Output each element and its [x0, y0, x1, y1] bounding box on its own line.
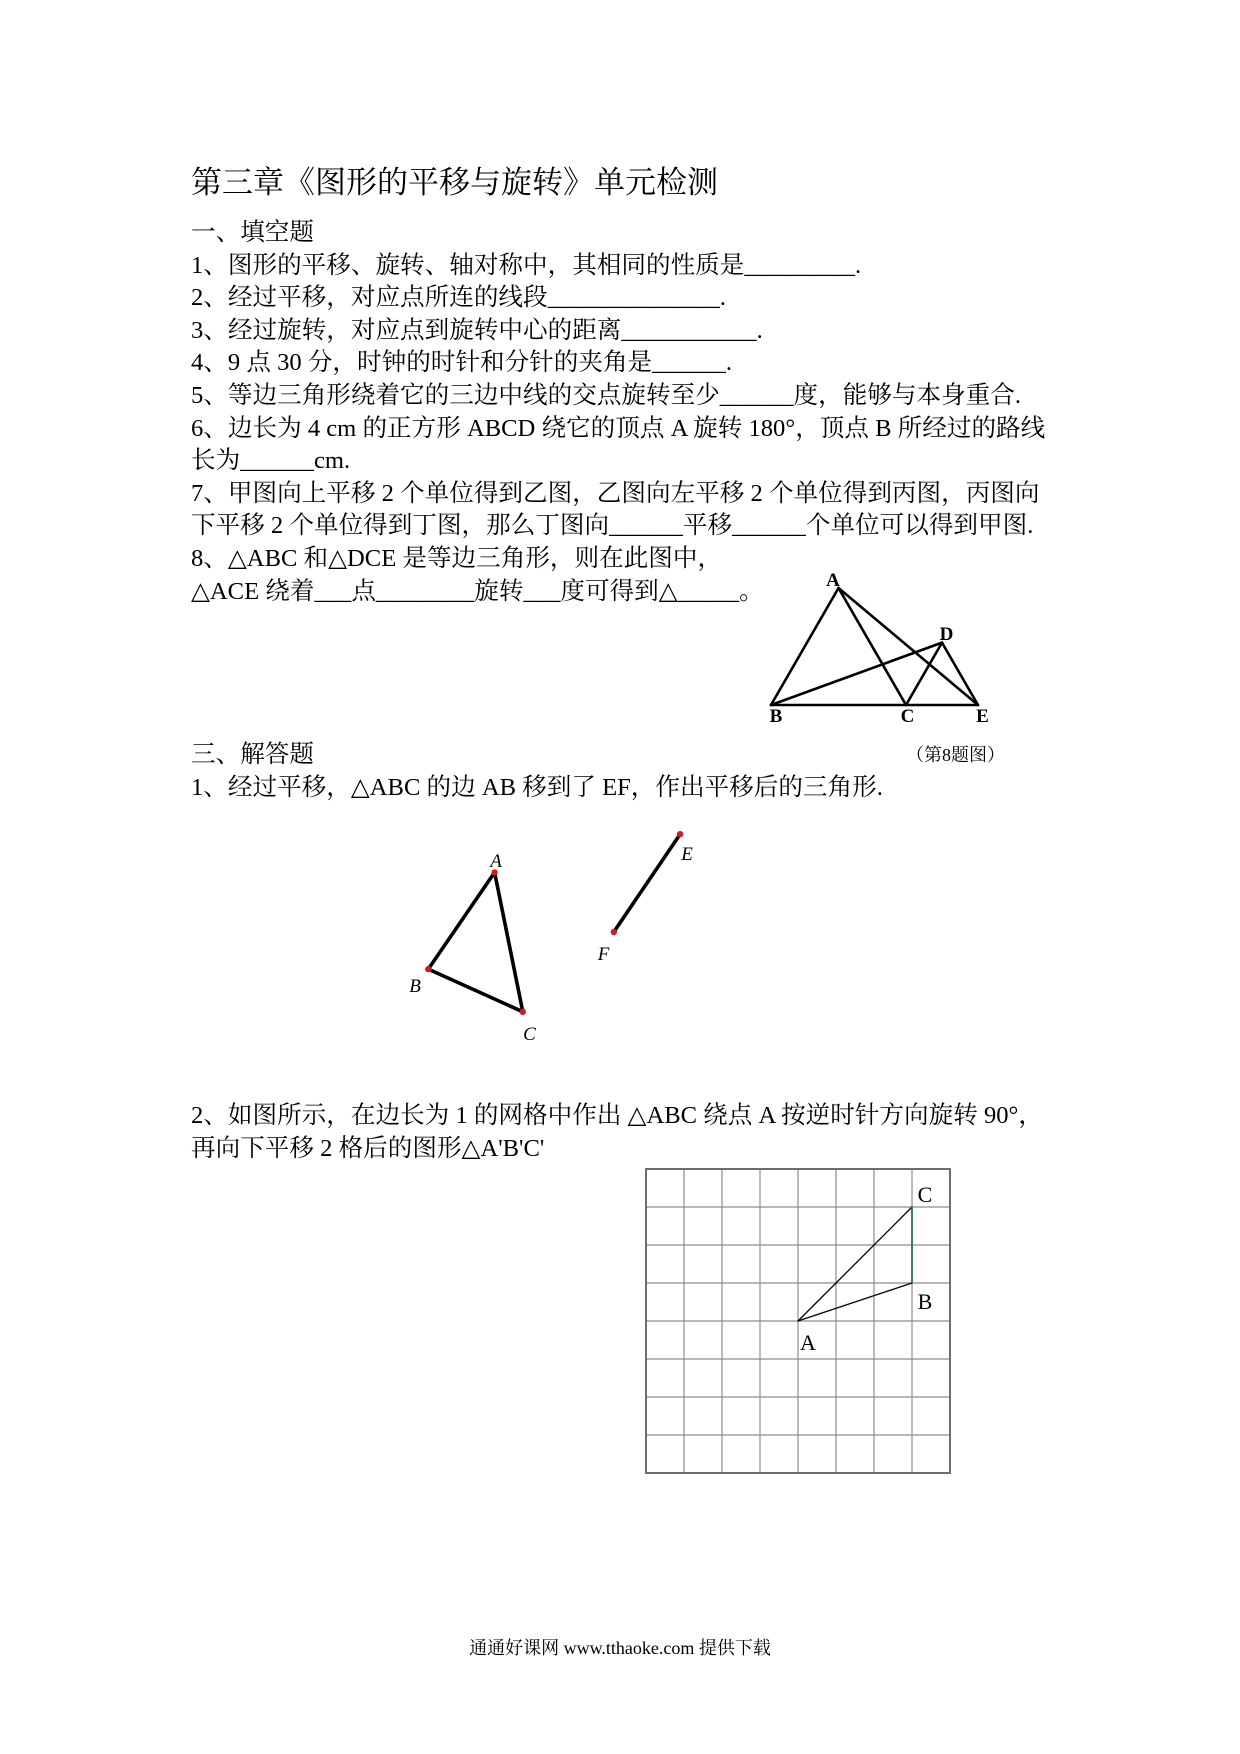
label-a: A — [490, 851, 502, 872]
segment-ae — [839, 588, 979, 705]
label-e: E — [976, 706, 989, 727]
triangle-abc — [428, 872, 523, 1011]
fill-in-section — [191, 217, 1045, 608]
figure-8-caption: （第8题图） — [906, 745, 1005, 765]
point-e-marker — [677, 831, 683, 837]
question-1-figure — [390, 820, 720, 1050]
point-c-marker — [520, 1009, 526, 1015]
question-4-text: 4、9 点 30 分，时钟的时针和分针的夹角是______. — [191, 349, 733, 377]
label-e: E — [681, 844, 693, 865]
answer-question-2-text-line-1: 2、如图所示，在边长为 1 的网格中作出 △ABC 绕点 A 按逆时针方向旋转 90°， — [191, 1102, 1043, 1129]
label-b: B — [917, 1289, 933, 1314]
answer-question-2-text-line-2: 再向下平移 2 格后的图形△A'B'C' — [191, 1134, 545, 1162]
question-8-text-line-1: 8、△ABC 和△DCE 是等边三角形，则在此图中， — [191, 544, 723, 572]
answer-question-1-text: 1、经过平移，△ABC 的边 AB 移到了 EF，作出平移后的三角形. — [191, 773, 883, 801]
page-title: 第三章《图形的平移与旋转》单元检测 — [191, 165, 718, 200]
answer-question-2 — [191, 1100, 1043, 1165]
question-7-text-line-1: 7、甲图向上平移 2 个单位得到乙图，乙图向左平移 2 个单位得到丙图，丙图向 — [191, 479, 1040, 507]
segment-ab — [798, 1283, 912, 1321]
segment-ab — [771, 588, 839, 705]
question-7-text-line-2: 下平移 2 个单位得到丁图，那么丁图向______平移______个单位可以得到甲图. — [191, 512, 1034, 540]
segment-de — [942, 643, 978, 705]
label-b: B — [769, 706, 783, 727]
question-3-text: 3、经过旋转，对应点到旋转中心的距离___________. — [191, 316, 763, 344]
section-heading-fill-in: 一、填空题 — [191, 219, 314, 246]
page-footer: 通通好课网 www.tthaoke.com 提供下载 — [469, 1638, 771, 1658]
point-b-marker — [425, 966, 431, 972]
label-b: B — [409, 976, 421, 997]
label-c: C — [523, 1024, 536, 1045]
figure-8-diagram — [750, 565, 1010, 730]
grid-figure — [646, 1169, 950, 1473]
point-f-marker — [611, 929, 617, 935]
label-c: C — [900, 706, 915, 727]
label-c: C — [917, 1182, 933, 1207]
question-6-text-line-1: 6、边长为 4 cm 的正方形 ABCD 绕它的顶点 A 旋转 180°，顶点 B 所经过的路线 — [191, 414, 1046, 442]
question-2-text: 2、经过平移，对应点所连的线段______________. — [191, 284, 726, 312]
label-f: F — [597, 944, 610, 965]
segment-bd — [771, 643, 942, 705]
segment-ac — [798, 1207, 912, 1321]
question-6-text-line-2: 长为______cm. — [191, 447, 351, 475]
question-5-text: 5、等边三角形绕着它的三边中线的交点旋转至少______度，能够与本身重合. — [191, 381, 1022, 409]
segment-ef — [614, 834, 680, 932]
segment-ac — [839, 588, 907, 705]
answer-section — [191, 739, 883, 804]
segment-dc — [906, 643, 942, 705]
label-d: D — [939, 624, 954, 645]
question-1-text: 1、图形的平移、旋转、轴对称中，其相同的性质是_________. — [191, 251, 862, 279]
label-a: A — [826, 570, 840, 591]
label-a: A — [800, 1330, 816, 1355]
section-heading-answer: 三、解答题 — [191, 741, 314, 768]
question-8-text-line-2: △ACE 绕着___点________旋转___度可得到△_____。 — [191, 577, 764, 605]
